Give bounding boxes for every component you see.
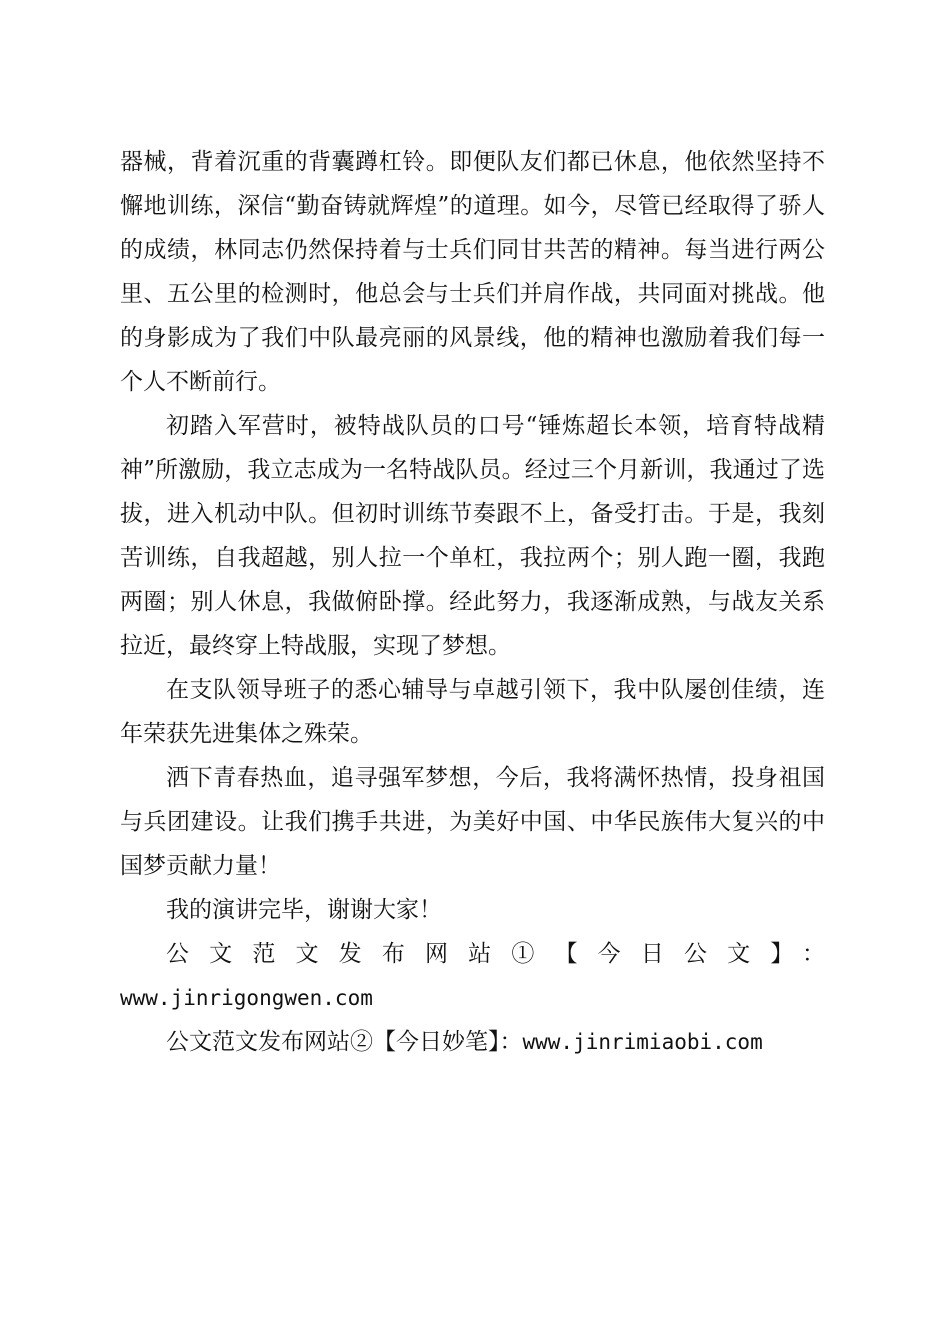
paragraph-5: 我的演讲完毕，谢谢大家！: [166, 897, 442, 923]
footer-site-1-label: 公文范文发布网站①【今日公文】：: [166, 941, 825, 967]
paragraph-3: 在支队领导班子的悉心辅导与卓越引领下，我中队屡创佳绩，连年荣获先进集体之殊荣。: [120, 677, 825, 747]
footer-site-1-url[interactable]: www.jinrigongwen.com: [120, 986, 373, 1010]
footer-site-2-label: 公文范文发布网站②【今日妙笔】：: [166, 1029, 523, 1055]
paragraph-2: 初踏入军营时，被特战队员的口号“锤炼超长本领，培育特战精神”所激励，我立志成为一名特战队员。经过三个月新训，我通过了选拔，进入机动中队。但初时训练节奏跟不上，备受打击。于是，我刻苦训练，自我超越，别人拉一个单杠，我拉两个；别人跑一圈，我跑两圈；别人休息，我做俯卧撑。经此努力，我逐渐成熟，与战友关系拉近，最终穿上特战服，实现了梦想。: [120, 413, 825, 659]
paragraph-1: 器械，背着沉重的背囊蹲杠铃。即便队友们都已休息，他依然坚持不懈地训练，深信“勤奋铸就辉煌”的道理。如今，尽管已经取得了骄人的成绩，林同志仍然保持着与士兵们同甘共苦的精神。每当进行两公里、五公里的检测时，他总会与士兵们并肩作战，共同面对挑战。他的身影成为了我们中队最亮丽的风景线，他的精神也激励着我们每一个人不断前行。: [120, 149, 825, 395]
document-page: [120, 140, 825, 1064]
paragraph-4: 洒下青春热血，追寻强军梦想，今后，我将满怀热情，投身祖国与兵团建设。让我们携手共进，为美好中国、中华民族伟大复兴的中国梦贡献力量！: [120, 765, 825, 879]
footer-site-2-url[interactable]: www.jinrimiaobi.com: [522, 1030, 763, 1054]
footer-site-2: [120, 1020, 825, 1064]
